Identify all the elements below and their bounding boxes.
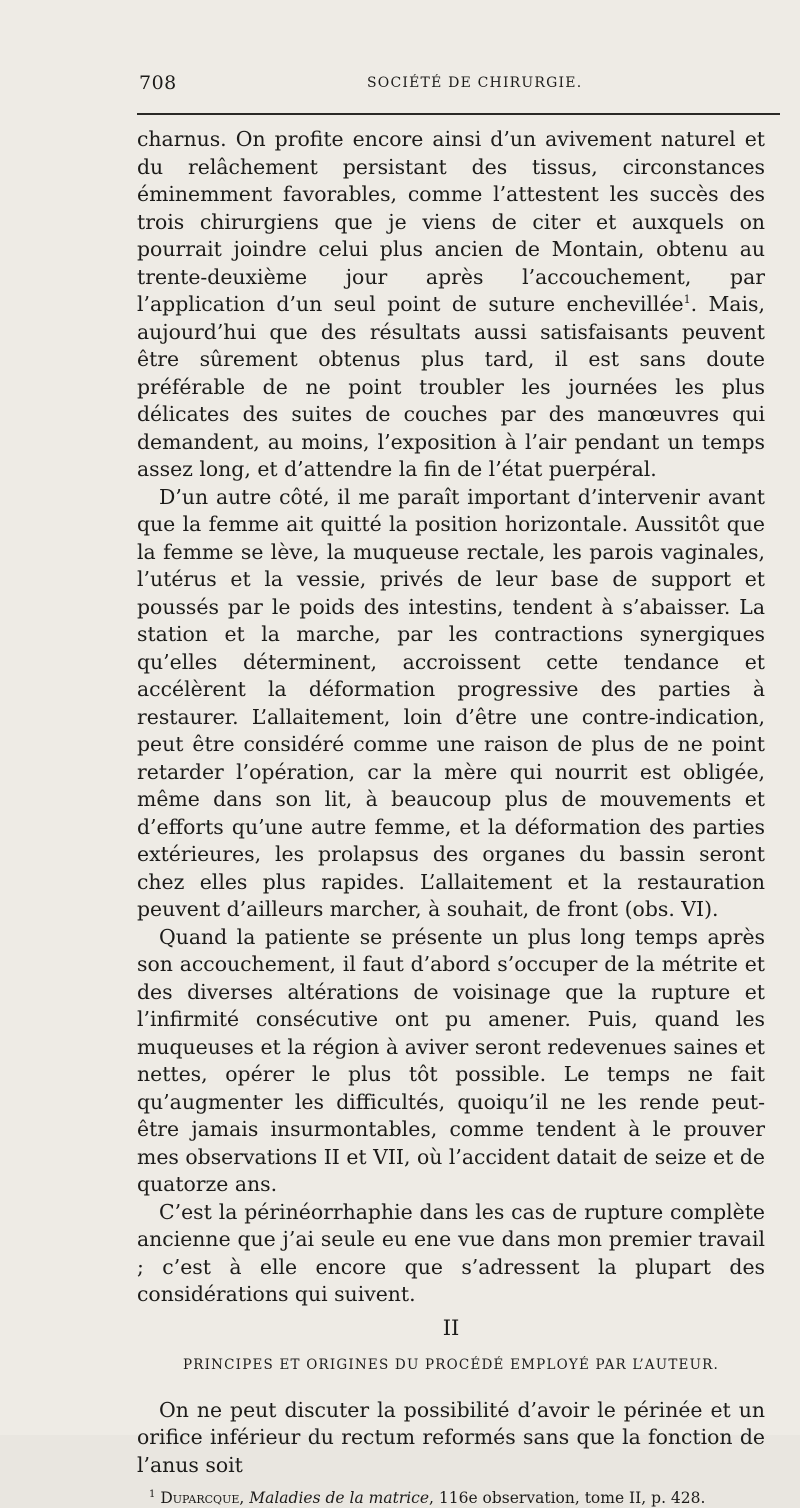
paragraph-1-text: charnus. On profite encore ainsi d’un avivement naturel et du relâchement persistant des tissus, circonstances éminemment favorables, comme l’attestent les succès des trois chirurgiens que je viens de citer et auxquels on pourrait joindre celui plus ancien de Montain, obtenu au trente-deuxième jour après l’accouchement, par l’application d’un seul point de suture enchevillée — [137, 127, 765, 316]
paragraph-2: D’un autre côté, il me paraît important d’intervenir avant que la femme ait quitté la position horizontale. Aussitôt que la femme se lève, la muqueuse rectale, les parois vaginales, l’utérus et la vessie, privés de leur base de support et poussés par le poids des intestins, tendent à s’abaisser. La station et la marche, par les contractions synergiques qu’elles déterminent, accroissent cette tendance et accélèrent la déformation progressive des parties à restaurer. L’allaitement, loin d’être une contre-indication, peut être considéré comme une raison de plus de ne point retarder l’opération, car la mère qui nourrit est obligée, même dans son lit, à beaucoup plus de mouvements et d’efforts qu’une autre femme, et la déformation des parties extérieures, les prolapsus des organes du bassin seront chez elles plus rapides. L’allaitement et la restauration peuvent d’ailleurs marcher, à souhait, de front (obs. VI). — [137, 484, 765, 921]
running-title: SOCIÉTÉ DE CHIRURGIE. — [367, 75, 583, 91]
footnote-title: Maladies de la matrice — [249, 1489, 430, 1508]
page-header — [137, 72, 777, 102]
section-title: PRINCIPES ET ORIGINES DU PROCÉDÉ EMPLOYÉ PAR L’AUTEUR. — [182, 1357, 720, 1373]
paragraph-1-tail: . Mais, aujourd’hui que des résultats aussi satisfaisants peuvent être sûrement obtenus plus tard, il est sans doute préférable de ne point troubler les journées les plus délicates des suites de couches par des manœuvres qui demandent, au moins, l’exposition à l’air pendant un temps assez long, et d’attendre la fin de l’état puerpéral. — [137, 292, 765, 481]
section-number: II — [442, 1315, 460, 1340]
footnote: $^1$ Duparcque, Maladies de la matrice, 116e observation, tome II, p. 428. — [149, 1489, 706, 1508]
footnote-number: 1 — [149, 1489, 156, 1500]
footnote-marker: 1 — [683, 293, 691, 307]
header-rule — [137, 113, 780, 115]
footnote-author: Duparcque — [160, 1489, 240, 1508]
page-number: 708 — [139, 72, 177, 94]
paragraph-4: C’est la périnéorrhaphie dans les cas de rupture complète ancienne que j’ai seule eu ene vue dans mon premier travail ; c’est à elle encore que s’adressent la plupart des considérations qui suivent. — [137, 1199, 765, 1306]
footnote-rest: , 116e observation, tome II, p. 428. — [429, 1489, 706, 1508]
body-text — [137, 126, 765, 1508]
paragraph-3: Quand la patiente se présente un plus long temps après son accouchement, il faut d’abord s’occuper de la métrite et des diverses altérations de voisinage que la rupture et l’infirmité consécutive ont pu amener. Puis, quand les muqueuses et la région à aviver seront redevenues saines et nettes, opérer le plus tôt possible. Le temps ne fait qu’augmenter les difficultés, quoiqu’il ne les rende peut-être jamais insurmontables, comme tendent à le prouver mes observations II et VII, où l’accident datait de seize et de quatorze ans. — [137, 924, 765, 1196]
closing-paragraph: On ne peut discuter la possibilité d’avoir le périnée et un orifice inférieur du rectum reformés sans que la fonction de l’anus soit — [137, 1397, 765, 1477]
paragraph-1 — [137, 126, 765, 484]
